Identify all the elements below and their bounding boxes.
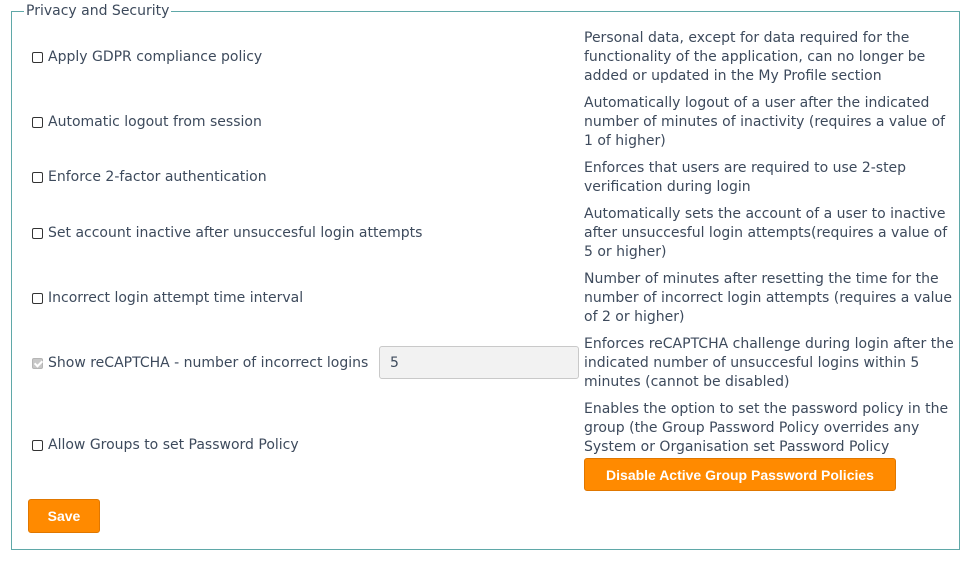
2fa-description: Enforces that users are required to use 2-step verification during login	[584, 160, 907, 195]
recaptcha-description: Enforces reCAPTCHA challenge during login after the indicated number of unsuccesful logins within 5 minutes (cannot be disabled)	[584, 336, 954, 390]
account-inactive-description: Automatically sets the account of a user to inactive after unsuccesful login attempts(requires a value of 5 or higher)	[584, 206, 948, 260]
gdpr-checkbox[interactable]	[32, 52, 43, 63]
section-legend: Privacy and Security	[26, 3, 170, 19]
login-interval-checkbox[interactable]	[32, 293, 43, 304]
setting-2fa[interactable]	[32, 167, 267, 187]
setting-recaptcha	[32, 353, 368, 373]
auto-logout-checkbox[interactable]	[32, 117, 43, 128]
recaptcha-label: Show reCAPTCHA - number of incorrect logins	[48, 355, 369, 371]
setting-account-inactive[interactable]	[32, 223, 422, 243]
login-interval-label: Incorrect login attempt time interval	[48, 290, 304, 306]
setting-login-interval[interactable]	[32, 288, 303, 308]
recaptcha-count-input[interactable]	[379, 346, 579, 379]
group-password-policy-description: Enables the option to set the password policy in the group (the Group Password Policy overrides any System or Organisation set Password Policy	[584, 401, 949, 455]
disable-group-policies-button[interactable]: Disable Active Group Password Policies	[584, 458, 896, 491]
auto-logout-description: Automatically logout of a user after the indicated number of minutes of inactivity (requires a value of 1 of higher)	[584, 95, 946, 149]
login-interval-description: Number of minutes after resetting the time for the number of incorrect login attempts (requires a value of 2 or higher)	[584, 271, 952, 325]
group-password-policy-label: Allow Groups to set Password Policy	[48, 437, 299, 453]
2fa-checkbox[interactable]	[32, 172, 43, 183]
gdpr-label: Apply GDPR compliance policy	[48, 49, 263, 65]
setting-group-password-policy[interactable]	[32, 435, 299, 455]
auto-logout-label: Automatic logout from session	[48, 114, 262, 130]
account-inactive-checkbox[interactable]	[32, 228, 43, 239]
gdpr-description: Personal data, except for data required for the functionality of the application, can no longer be added or updated in the My Profile section	[584, 30, 926, 84]
setting-gdpr[interactable]	[32, 47, 262, 67]
account-inactive-label: Set account inactive after unsuccesful login attempts	[48, 225, 423, 241]
setting-auto-logout[interactable]	[32, 112, 262, 132]
save-button[interactable]: Save	[28, 499, 100, 533]
2fa-label: Enforce 2-factor authentication	[48, 169, 267, 185]
recaptcha-checkbox	[32, 358, 43, 369]
group-password-policy-checkbox[interactable]	[32, 440, 43, 451]
